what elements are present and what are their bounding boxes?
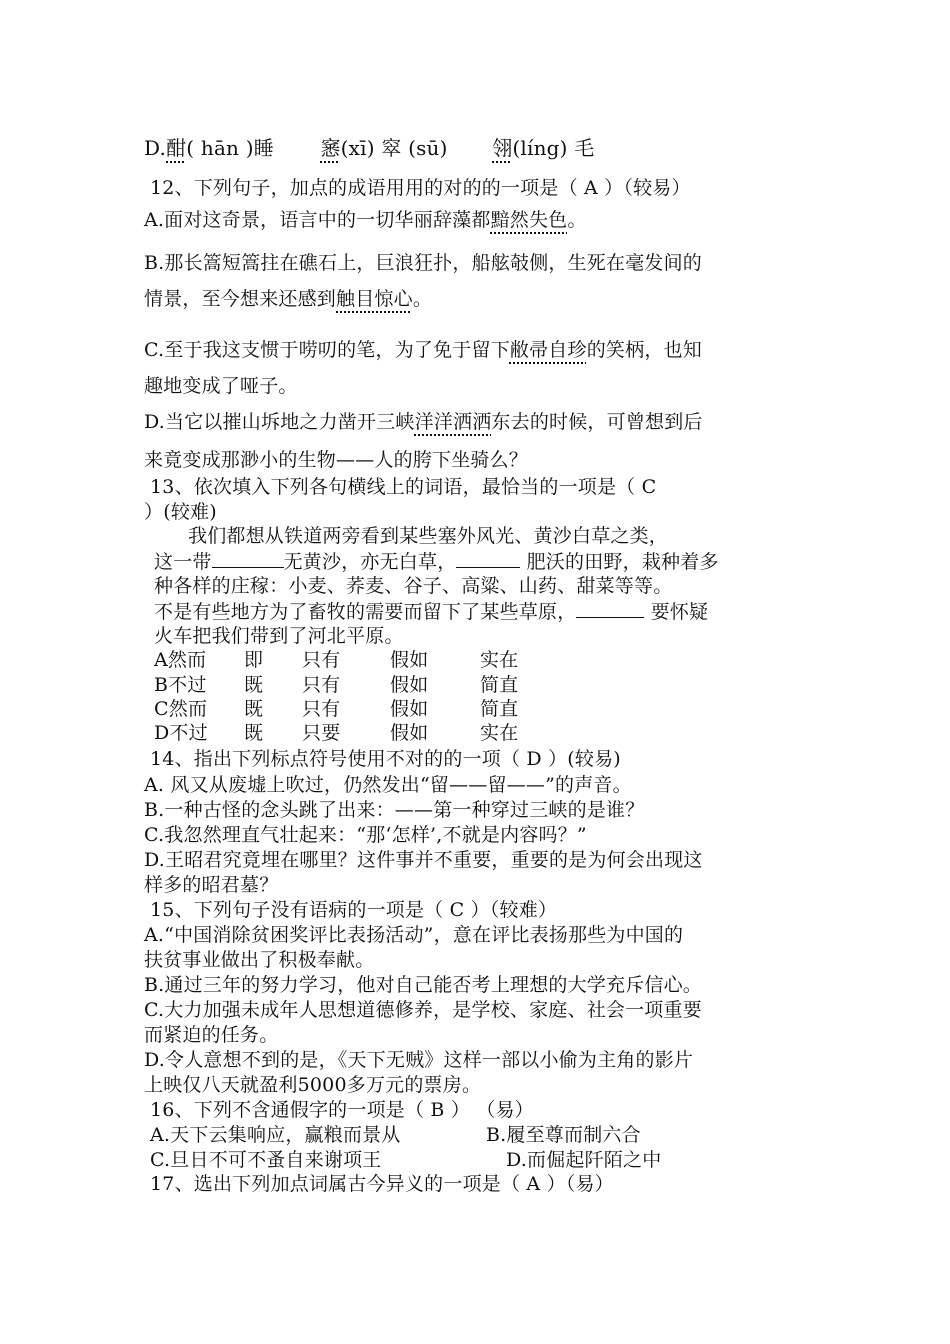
option-cell: 只有	[302, 698, 341, 720]
question-16-options-row2	[150, 1148, 661, 1172]
option-text: C.至于我这支惯于唠叨的笔，为了免于留下	[144, 339, 510, 361]
question-13-option-a	[154, 648, 518, 672]
question-15-option-a-line2: 扶贫事业做出了积极奉献。	[144, 949, 375, 971]
pinyin-text: (xī) 窣 (sū)	[340, 136, 448, 160]
option-cell: A然而	[154, 649, 207, 671]
pinyin-text: (líng) 毛	[512, 136, 595, 160]
option-cell: B不过	[154, 674, 207, 696]
question-13-option-c	[154, 697, 518, 721]
option-text: D.而倔起阡陌之中	[506, 1149, 662, 1171]
question-14-option-c: C.我忽然理直气壮起来：“那‘怎样’,不就是内容吗？”	[144, 824, 587, 846]
fill-blank	[456, 549, 520, 568]
option-cell: 只有	[302, 674, 341, 696]
dotted-idiom: 敝帚自珍	[509, 339, 587, 361]
option-label: D.	[144, 136, 167, 160]
pinyin-text: ( hān )睡	[186, 136, 274, 160]
question-15-stem: 15、下列句子没有语病的一项是（ C ）（较难）	[150, 899, 558, 921]
question-14-option-d-line2: 样多的昭君墓？	[144, 874, 279, 896]
question-13-passage-line3: 种各样的庄稼：小麦、荞麦、谷子、高粱、山药、甜菜等等。	[154, 575, 673, 597]
option-text: 。	[412, 288, 433, 310]
option-cell: 既	[244, 722, 264, 744]
question-14-option-a: A. 风又从废墟上吹过，仍然发出“留——留——”的声音。	[144, 774, 632, 796]
dotted-char: 酣	[166, 136, 187, 160]
question-12-option-c-line1	[144, 338, 702, 362]
question-13-passage-line1: 我们都想从铁道两旁看到某些塞外风光、黄沙白草之类，	[188, 525, 669, 547]
option-text: D.当它以摧山坼地之力凿开三峡	[144, 411, 415, 433]
option-cell: 实在	[480, 722, 519, 744]
option-cell: 假如	[390, 698, 429, 720]
question-12-option-b-line2	[144, 287, 432, 311]
question-16-stem: 16、下列不含通假字的一项是（ B ） （易）	[150, 1099, 534, 1121]
option-cell: 假如	[390, 722, 429, 744]
option-text: A.面对这奇景，语言中的一切华丽辞藻都	[144, 209, 491, 231]
option-cell: 即	[244, 649, 264, 671]
option-text: 。	[567, 209, 587, 231]
option-text: 情景，至今想来还感到	[144, 288, 337, 310]
question-17-stem: 17、选出下列加点词属古今异义的一项是（ A ）（易）	[150, 1173, 614, 1195]
option-cell: 实在	[480, 649, 519, 671]
question-16-options-row1	[150, 1123, 641, 1147]
question-13-option-b	[154, 673, 518, 697]
question-12-option-c-line2: 趣地变成了哑子。	[144, 375, 298, 397]
passage-text: 无黄沙，亦无白草，	[283, 551, 457, 573]
option-cell: 只有	[302, 649, 341, 671]
question-14-option-d-line1: D.王昭君究竟埋在哪里？这件事并不重要，重要的是为何会出现这	[144, 849, 703, 871]
question-12-option-b-line1: B.那长篙短篙拄在礁石上，巨浪狂扑，船舷攲侧，生死在毫发间的	[144, 252, 703, 274]
question-14-option-b: B.一种古怪的念头跳了出来：——第一种穿过三峡的是谁？	[144, 799, 645, 821]
question-15-option-a-line1: A.“中国消除贫困奖评比表扬活动”，意在评比表扬那些为中国的	[144, 924, 684, 946]
question-15-option-d-line1: D.令人意想不到的是，《天下无贼》这样一部以小偷为主角的影片	[144, 1049, 694, 1071]
dotted-idiom: 触目惊心	[336, 288, 413, 310]
passage-text: 不是有些地方为了畜牧的需要而留下了某些草原，	[154, 601, 577, 623]
option-cell: 假如	[390, 649, 429, 671]
question-13-stem-line1: 13、依次填入下列各句横线上的词语，最恰当的一项是（ C	[150, 476, 657, 498]
option-cell: 既	[244, 698, 264, 720]
dotted-idiom: 黯然失色	[490, 209, 568, 231]
option-text: 的笑柄，也知	[586, 339, 702, 361]
dotted-idiom: 洋洋洒洒	[414, 411, 492, 433]
question-12-option-d-line2: 来竟变成那渺小的生物——人的胯下坐骑么？	[144, 449, 529, 471]
fill-blank	[576, 599, 644, 618]
passage-text: 这一带	[154, 551, 212, 573]
passage-text: 肥沃的田野，栽种着多	[520, 551, 719, 573]
question-13-passage-line5: 火车把我们带到了河北平原。	[154, 625, 404, 647]
question-15-option-b: B.通过三年的努力学习，他对自己能否考上理想的大学充斥信心。	[144, 974, 703, 996]
option-cell: 假如	[390, 674, 429, 696]
option-cell: 既	[244, 674, 264, 696]
passage-text: 要怀疑	[644, 601, 709, 623]
option-cell: 简直	[480, 698, 519, 720]
fill-blank	[212, 549, 284, 568]
question-13-passage-line4	[154, 599, 708, 624]
question-13-stem-line2: ）(较难)	[144, 501, 217, 523]
question-12-stem: 12、下列句子，加点的成语用用的对的的一项是（ A ）（较易）	[150, 177, 691, 199]
option-cell: 只要	[302, 722, 341, 744]
dotted-char: 窸	[320, 136, 341, 160]
option-cell: D不过	[154, 722, 208, 744]
question-13-option-d	[154, 721, 518, 745]
option-cell: C然而	[154, 698, 208, 720]
question-12-option-a	[144, 208, 587, 232]
question-15-option-c-line2: 而紧迫的任务。	[144, 1024, 279, 1046]
question-15-option-c-line1: C.大力加强未成年人思想道德修养，是学校、家庭、社会一项重要	[144, 999, 702, 1021]
pinyin-line	[144, 136, 594, 160]
question-15-option-d-line2: 上映仅八天就盈利5000多万元的票房。	[144, 1074, 482, 1096]
option-text: C.旦日不可不蚤自来谢项王	[150, 1149, 382, 1171]
option-cell: 简直	[480, 674, 519, 696]
question-14-stem: 14、指出下列标点符号使用不对的的一项（ D ）(较易)	[150, 748, 621, 770]
question-12-option-d-line1	[144, 410, 703, 434]
question-13-passage-line2	[154, 549, 719, 574]
option-text: A.天下云集响应，赢粮而景从	[150, 1124, 401, 1146]
option-text: 东去的时候，可曾想到后	[491, 411, 703, 433]
dotted-char: 翎	[492, 136, 513, 160]
option-text: B.履至尊而制六合	[486, 1124, 641, 1146]
